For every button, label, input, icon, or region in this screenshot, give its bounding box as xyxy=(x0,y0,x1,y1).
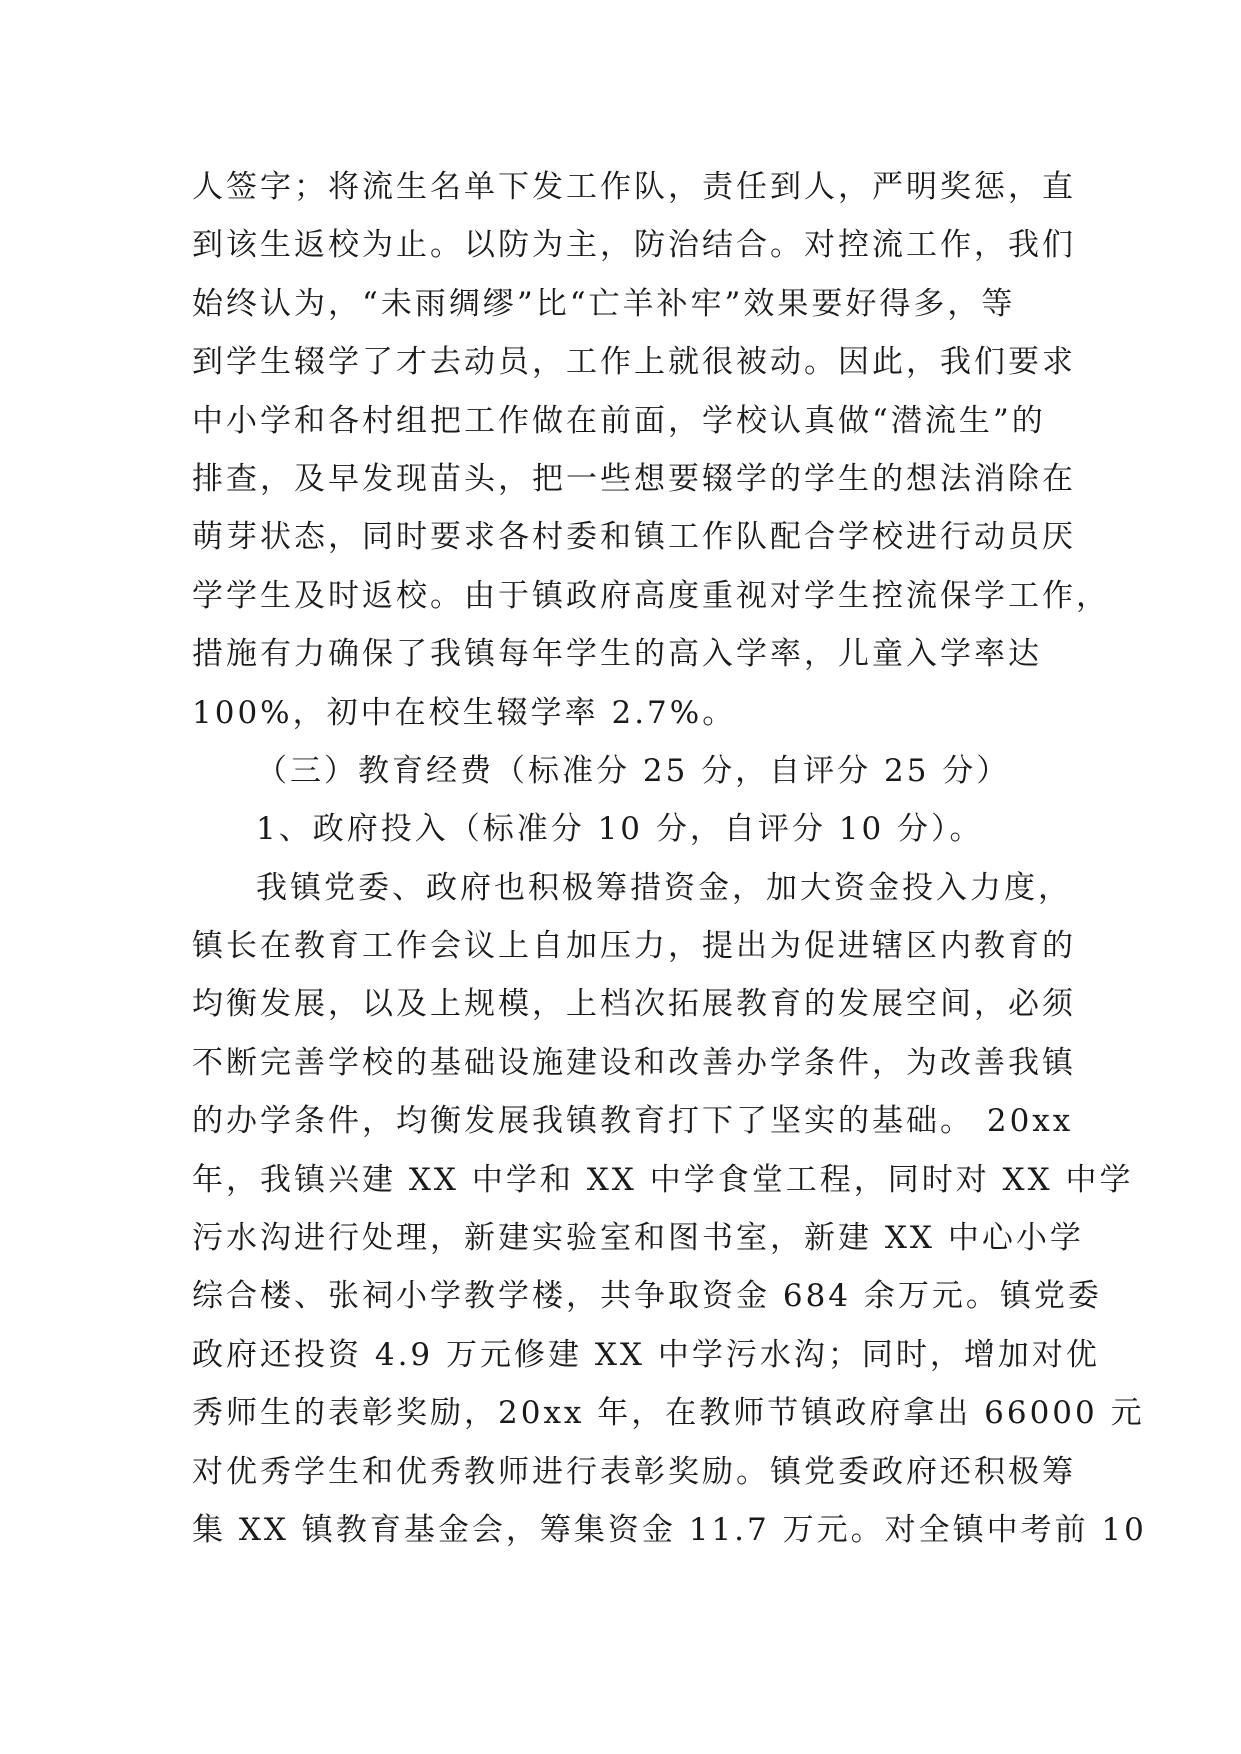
text-line: 政府还投资 4.9 万元修建 XX 中学污水沟；同时，增加对优 xyxy=(192,1336,1100,1373)
text-line: 对优秀学生和优秀教师进行表彰奖励。镇党委政府还积极筹 xyxy=(192,1453,1076,1490)
text-line: 秀师生的表彰奖励，20xx 年，在教师节镇政府拿出 66000 元 xyxy=(192,1395,1145,1432)
text-line: 均衡发展，以及上规模，上档次拓展教育的发展空间，必须 xyxy=(192,986,1076,1023)
text-line: 萌芽状态，同时要求各村委和镇工作队配合学校进行动员厌 xyxy=(192,519,1076,556)
text-line: 排查，及早发现苗头，把一些想要辍学的学生的想法消除在 xyxy=(192,460,1076,497)
text-line: 年，我镇兴建 XX 中学和 XX 中学食堂工程，同时对 XX 中学 xyxy=(192,1161,1134,1198)
text-line: 学学生及时返校。由于镇政府高度重视对学生控流保学工作， xyxy=(192,577,1110,614)
text-line: 的办学条件，均衡发展我镇教育打下了坚实的基础。 20xx xyxy=(192,1103,1074,1140)
document-body xyxy=(192,158,1147,1559)
text-line: 集 XX 镇教育基金会，筹集资金 11.7 万元。对全镇中考前 10 xyxy=(192,1511,1147,1548)
text-line: 镇长在教育工作会议上自加压力，提出为促进辖区内教育的 xyxy=(192,928,1076,965)
text-line: 始终认为，“未雨绸缪”比“亡羊补牢”效果要好得多，等 xyxy=(192,285,1016,322)
text-line: 综合楼、张祠小学教学楼，共争取资金 684 余万元。镇党委 xyxy=(192,1278,1102,1315)
text-line: 人签字；将流生名单下发工作队，责任到人，严明奖惩，直 xyxy=(192,169,1076,205)
section-heading: （三）教育经费（标准分 25 分，自评分 25 分） xyxy=(256,752,1011,789)
text-line: 污水沟进行处理，新建实验室和图书室，新建 XX 中心小学 xyxy=(192,1220,1084,1257)
subsection-heading: 1、政府投入（标准分 10 分，自评分 10 分）。 xyxy=(256,811,984,848)
text-line: 不断完善学校的基础设施建设和改善办学条件，为改善我镇 xyxy=(192,1044,1076,1081)
text-line: 中小学和各村组把工作做在前面，学校认真做“潜流生”的 xyxy=(192,402,1046,439)
text-line: 100%，初中在校生辍学率 2.7%。 xyxy=(192,694,737,731)
text-line: 到学生辍学了才去动员，工作上就很被动。因此，我们要求 xyxy=(192,344,1076,381)
text-line: 措施有力确保了我镇每年学生的高入学率，儿童入学率达 xyxy=(192,636,1042,673)
paragraph-first-line: 我镇党委、政府也积极筹措资金，加大资金投入力度， xyxy=(256,869,1072,906)
text-line: 到该生返校为止。以防为主，防治结合。对控流工作，我们 xyxy=(192,227,1076,264)
